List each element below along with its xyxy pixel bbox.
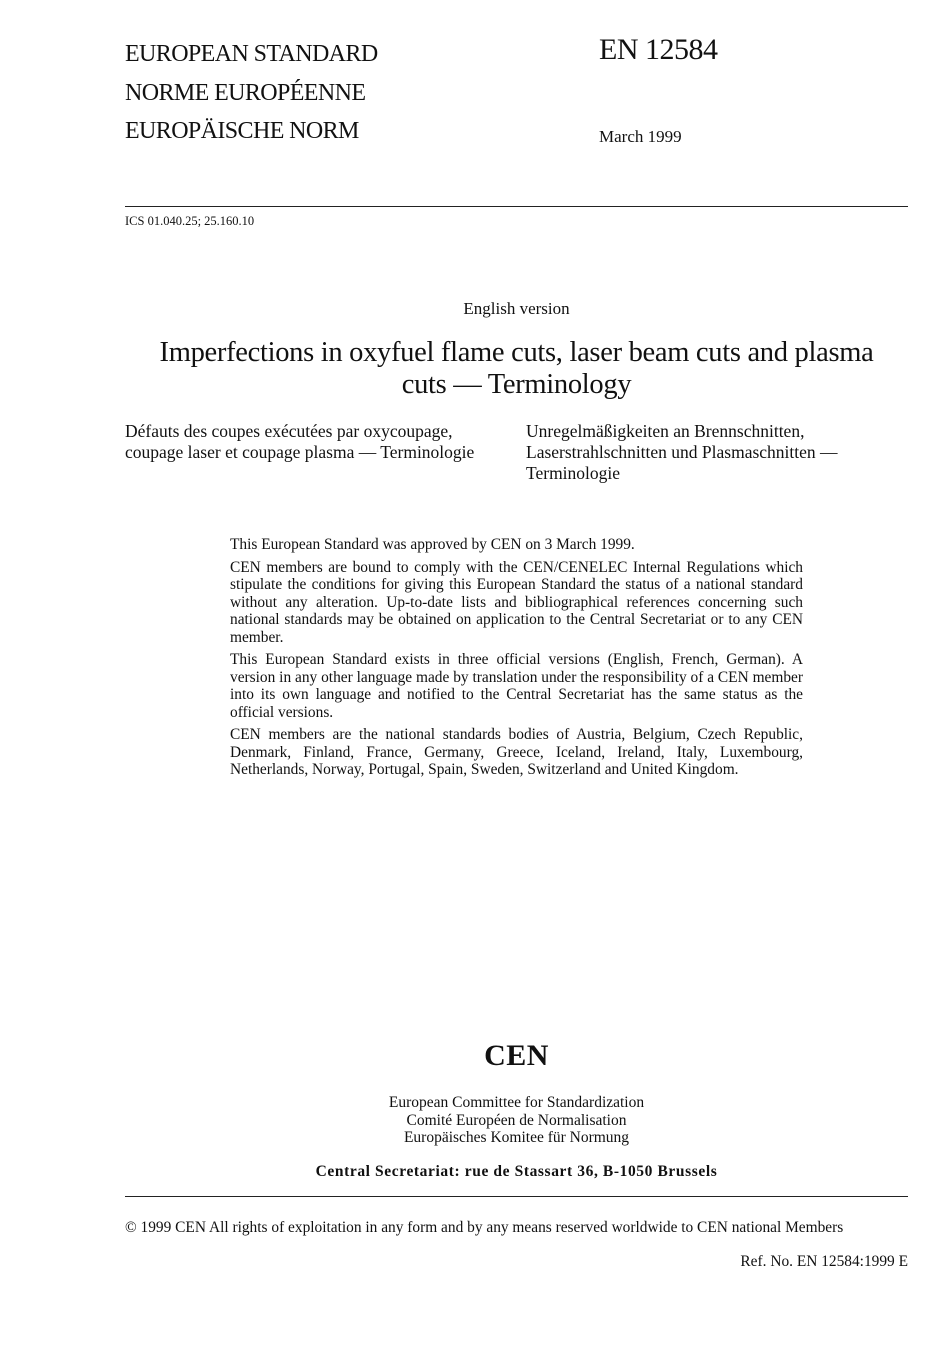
standard-title-french: NORME EUROPÉENNE <box>125 80 366 106</box>
top-divider <box>125 206 908 207</box>
cen-full-names <box>125 1094 908 1147</box>
publication-date: March 1999 <box>599 127 682 146</box>
title-german: Unregelmäßigkeiten an Brennschnitten, Laserstrahlschnitten und Plasmaschnitten — Terminologie <box>526 421 838 483</box>
approval-paragraph: CEN members are bound to comply with the CEN/CENELEC Internal Regulations which stipulate the conditions for giving this European Standard the status of a national standard without any alteration. Up-to-date lists and bibliographical references concerning such national standards may be obtained on application to the Central Secretariat or to any CEN member. <box>230 558 803 646</box>
reference-number: Ref. No. EN 12584:1999 E <box>740 1253 908 1270</box>
approval-paragraph: This European Standard was approved by CEN on 3 March 1999. <box>230 536 635 553</box>
standard-title-german: EUROPÄISCHE NORM <box>125 118 359 144</box>
cen-name-german: Europäisches Komitee für Normung <box>403 1129 630 1147</box>
ics-classification: ICS 01.040.25; 25.160.10 <box>125 214 255 228</box>
title-french: Défauts des coupes exécutées par oxycoupage, coupage laser et coupage plasma — Terminologie <box>125 421 475 462</box>
version-label: English version <box>463 299 570 318</box>
bottom-divider <box>125 1196 908 1197</box>
approval-notice <box>230 536 803 784</box>
cen-name-english: European Committee for Standardization <box>388 1094 645 1111</box>
cen-logo: CEN <box>484 1039 549 1072</box>
copyright-notice: © 1999 CEN All rights of exploitation in any form and by any means reserved worldwide to CEN national Members <box>125 1219 844 1236</box>
approval-paragraph: CEN members are the national standards bodies of Austria, Belgium, Czech Republic, Denmark, Finland, France, Germany, Greece, Iceland, Ireland, Italy, Luxembourg, Netherlands, Norway, Portugal, Spain, Sweden, Switzerland and United Kingdom. <box>230 726 803 778</box>
approval-paragraph: This European Standard exists in three official versions (English, French, German). A version in any other language made by translation under the responsibility of a CEN member into its own language and notified to the Central Secretariat has the same status as the official versions. <box>230 651 803 721</box>
secretariat-address: Central Secretariat: rue de Stassart 36, B-1050 Brussels <box>315 1163 718 1180</box>
document-title: Imperfections in oxyfuel flame cuts, laser beam cuts and plasma cuts — Terminology <box>159 337 874 400</box>
document-number: EN 12584 <box>599 33 718 66</box>
standard-title-english: EUROPEAN STANDARD <box>125 41 378 67</box>
cen-name-french: Comité Européen de Normalisation <box>406 1111 627 1129</box>
